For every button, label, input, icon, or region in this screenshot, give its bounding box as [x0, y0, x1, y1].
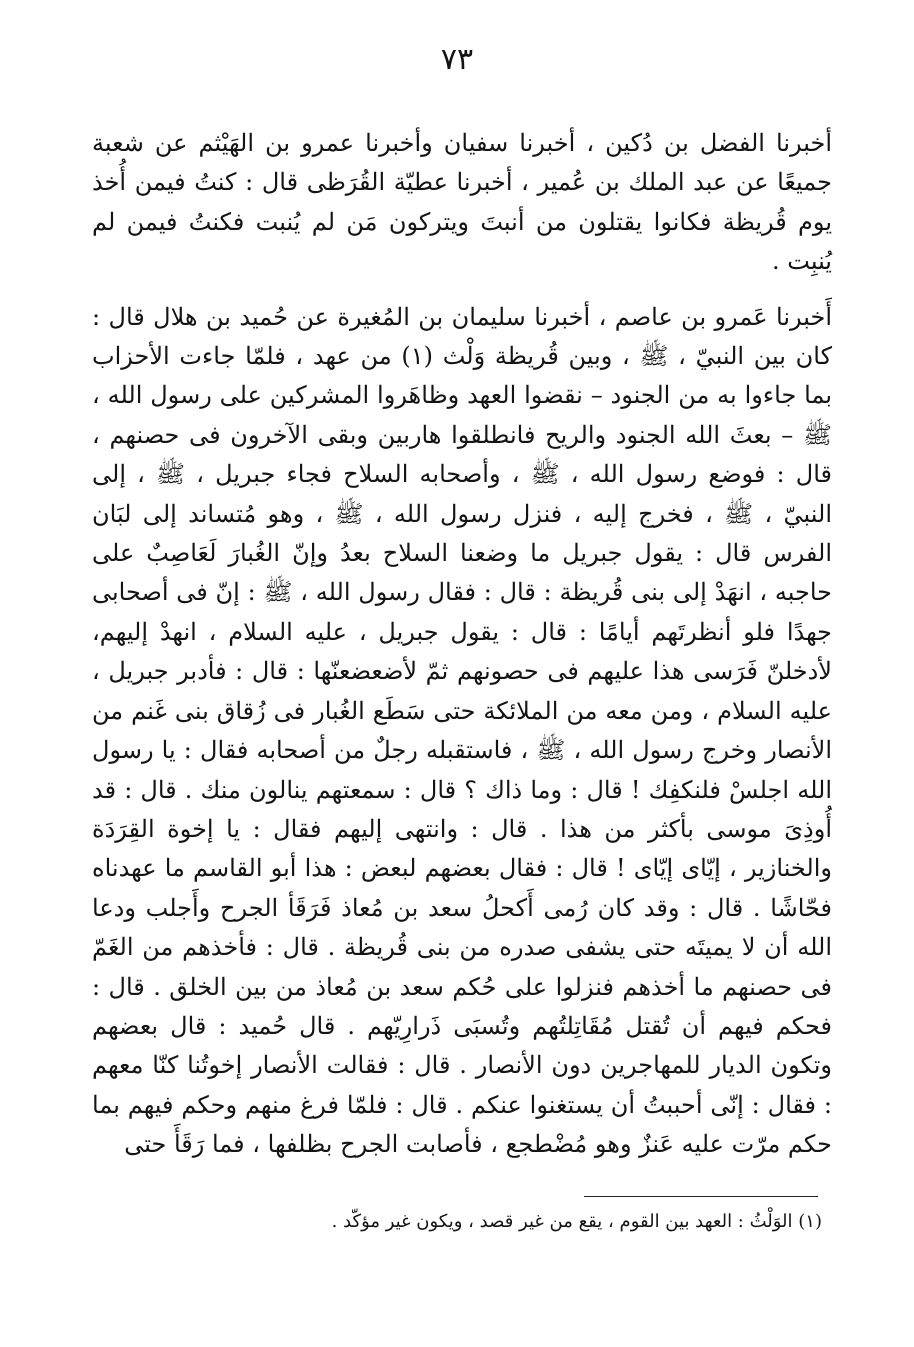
paragraph-2: أَخبرنا عَمرو بن عاصم ، أخبرنا سليمان بن المُغيرة عن حُميد بن هلال قال : كان بين النبيّ ، ﷺ ، وبين قُريظة وَلْث (١) من عهد ، فلمّا جاءت الأحزاب بما جاءوا به من الجنود – نقضوا العهد وظاهَروا المشركين على رسول الله ، ﷺ – بعثَ الله الجنود والريح فانطلقوا هاربين وبقى الآخرون فى حصنهم ، قال : فوضع رسول الله ، ﷺ ، وأصحابه السلاح فجاء جبريل ، ﷺ ، إلى النبيّ ، ﷺ ، فخرج إليه ، فنزل رسول الله ، ﷺ ، وهو مُتساند إلى لبَان الفرس قال : يقول جبريل ما وضعنا السلاح بعدُ وإنّ الغُبارَ لَعَاصِبٌ على حاجبه ، انهَدْ إلى بنى قُريظة : قال : فقال رسول الله ، ﷺ : إنّ فى أصحابى جهدًا فلو أنظرتَهم أيامًا : قال : يقول جبريل ، عليه السلام ، انهدْ إليهم، لأدخلنّ فَرَسى هذا عليهم فى حصونهم ثمّ لأضعضعنّها : قال : فأدبر جبريل ، عليه السلام ، ومن معه من الملائكة حتى سَطَع الغُبار فى زُقاق بنى غَنم من الأنصار وخرج رسول الله ، ﷺ ، فاستقبله رجلٌ من أصحابه فقال : يا رسول الله اجلسْ فلنكفِك ! قال : وما ذاك ؟ قال : سمعتهم ينالون منك . قال : قد أُوذِىَ موسى بأكثر من هذا . قال : وانتهى إليهم فقال : يا إخوة القِرَدَة والخنازير ، إيّاى إيّاى ! قال : فقال بعضهم لبعض : هذا أبو القاسم ما عهدناه فحّاشًا . قال : وقد كان رُمى أَكحلُ سعد بن مُعاذ فَرَقَأ الجرح وأَجلب ودعا الله أن لا يميتَه حتى يشفى صدره من بنى قُريظة . قال : فأخذهم من الغَمّ فى حصنهم ما أخذهم فنزلوا على حُكم سعد بن مُعاذ من بين الخلق . قال : فحكم فيهم أن تُقتل مُقَاتِلتُهم وتُسبَى ذَرارِيّهم . قال حُميد : قال بعضهم وتكون الديار للمهاجرين دون الأنصار . قال : فقالت الأنصار إخوتُنا كنّا معهم : فقال : إنّى أحببتُ أن يستغنوا عنكم . قال : فلمّا فرغ منهم وحكم فيهم بما حكم مرّت عليه عَنزٌ وهو مُضْطجع ، فأصابت الجرح بظلفها ، فما رَقَأَ حتى	[92, 302, 832, 1159]
paragraph-1: أخبرنا الفضل بن دُكين ، أخبرنا سفيان وأخبرنا عمرو بن الهَيْثم عن شعبة جميعًا عن عبد الملك بن عُمير ، أخبرنا عطيّة القُرَظى قال : كنتُ فيمن أُخذ يوم قُريظة فكانوا يقتلون من أنبتَ ويتركون مَن لم يُنبت فكنتُ فيمن لم يُنبِت .	[92, 129, 832, 276]
page-number: ٧٣	[440, 42, 474, 77]
footnote: (١) الوَلْثُ : العهد بين القوم ، يقع من غير قصد ، ويكون غير مؤكّد .	[331, 1211, 822, 1232]
main-text	[92, 124, 832, 1165]
footnote-divider	[584, 1196, 818, 1197]
